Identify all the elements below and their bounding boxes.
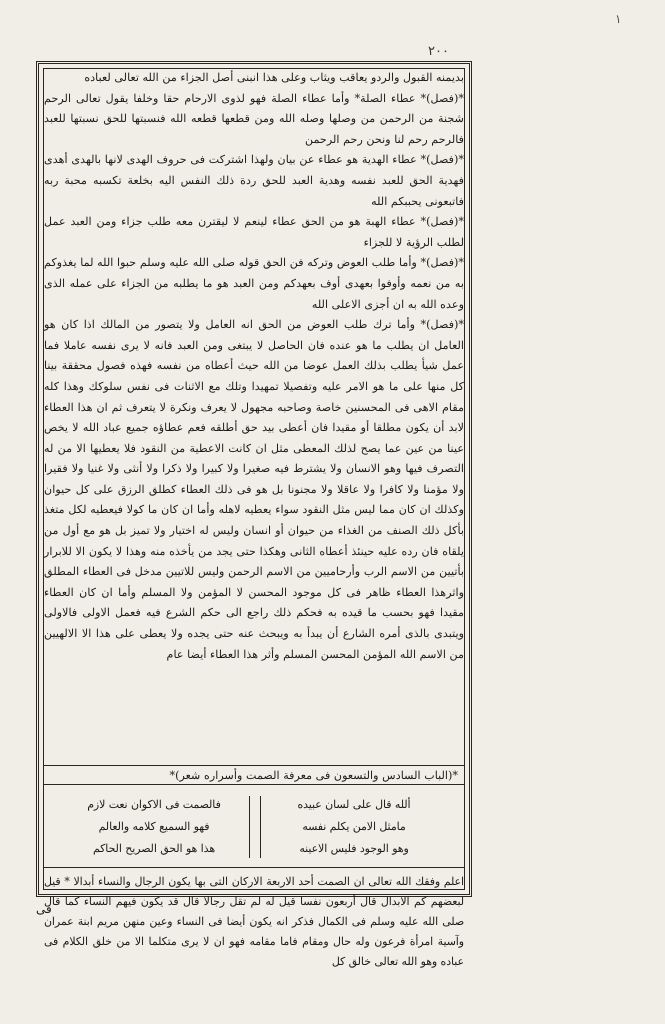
corner-mark: ١ bbox=[615, 12, 622, 26]
paragraph: *(فصل)* عطاء الصلة* وأما عطاء الصلة فهو لذوى الارحام حقا وخلفا يقول تعالى الرحم شجنة من الرحمن من وصلها وصله الله ومن قطعها قطعه الله فنسبتها للحق نسبتها للعبد فالرحم رحم لنا ونحن رحم الرحمن bbox=[44, 91, 464, 146]
paragraph: بديمنه القبول والردو يعاقب ويثاب وعلى هذا انبنى أصل الجزاء من الله تعالى لعباده bbox=[84, 71, 464, 84]
poem-right-column bbox=[274, 794, 434, 860]
poem-line: هذا هو الحق الصريح الحاكم bbox=[92, 842, 216, 855]
poem-divider bbox=[249, 796, 261, 858]
poem-line: ألله قال على لسان عبيده bbox=[297, 798, 411, 811]
paragraph: *(فصل)* وأما طلب العوض وتركه فن الحق قوله صلى الله عليه وسلم حبوا الله لما يغذوكم به من نعمه وأوفوا بعهدى أوف بعهدكم ومن العبد هو ما يطلبه من الجزاء على عمله الذى وعده الله به ان أجزى الاعلى الله bbox=[44, 256, 464, 311]
poem-line: مامثل الامن يكلم نفسه bbox=[302, 820, 406, 833]
paragraph: *(فصل)* عطاء الهبة هو من الحق عطاء لينعم لا ليقترن معه طلب جزاء ومن العبد عمل لطلب الرؤية لا للجزاء bbox=[44, 215, 464, 249]
poem-line: فالصمت فى الاكوان نعت لازم bbox=[87, 798, 221, 811]
poem-line: فهو السميع كلامه والعالم bbox=[98, 820, 210, 833]
main-text bbox=[44, 68, 464, 665]
chapter-heading: *(الباب السادس والتسعون فى معرفة الصمت وأسراره شعر)* bbox=[44, 765, 464, 785]
poem-box bbox=[44, 788, 464, 868]
catchword: فى bbox=[36, 902, 52, 916]
paragraph: *(فصل)* وأما ترك طلب العوض من الحق انه العامل ولا يتصور من المالك اذا كان هو العامل ان يطلب ما هو عنده فان الحاصل لا يبتغى ومن العبد فانه لا يرى نفسه عاملا فما عمل شيأ يطلب بذلك العمل عوضا من الله حيث أعطاه من نفسه فهذه فصول محققة بينا كل منها على ما هو الامر عليه وتفصيلا تمهيدا وتلك مع الاثنات فى نفس سلوكك وهذا كله مقام الاهى فى المحسنين خاصة وصاحبه مجهول لا يعرف ونكرة لا يتعرف ثم ان هذا العطاء لابد أن يكون مطلقا أو مقيدا فان أعطى بيد حق أطلقه فعم عطاؤه جميع عباد الله لا يخص عينا من عين عما يصح لذلك المعطى مثل ان كانت الاعطية من النقود فلا يعطيها الا من له التصرف فيها وهو الانسان ولا يشترط فيه صغيرا ولا كبيرا ولا ذكرا ولا أنثى ولا غنيا ولا فقيرا ولا مؤمنا ولا كافرا ولا عاقلا ولا مجنونا بل هو فى ذلك العطاء كطلق الرزق على كل حيوان وكذلك ان كان مما ليس مثل النقود سواء يعطيه لاهله وأما ان كان ما كولا فيعطيه لكل متغذ بأكل ذلك الصنف من الغذاء من حيوان أو انسان وليس له اختيار ولا تميز بل هو مع أول من يلقاه فان رده عليه حينئذ أعطاه الثانى وهكذا حتى يجد من يأخذه منه وهذا لا يكون الا للابرار بأتيين من الاسم الرب وأرحاميين من الاسم الرحمن وليس للاتيين مدخل فى العطاء المطلق واثرهذا العطاء ظاهر فى كل موجود المحسن لا المؤمن ولا المسلم وأما ان كان العطاء مقيدا فهو بحسب ما قيده به فحكم ذلك راجع الى حكم الشرع فيه فعمل الاولى فالاولى ويتبدى بالذى أمره الشارع أن يبدأ به ويبحث عنه حتى يجده ولا يعطى على هذا الا الالهيين من الاسم الله المؤمن المحسن المسلم وأثر هذا العطاء أيضا عام bbox=[44, 318, 464, 661]
poem-left-column bbox=[74, 794, 234, 860]
page-number: ٢٠٠ bbox=[428, 44, 449, 59]
poem-line: وهو الوجود فليس الاعينه bbox=[299, 842, 409, 855]
paragraph: *(فصل)* عطاء الهدية هو عطاء عن بيان ولهذا اشتركت فى حروف الهدى لانها بالهدى أهدى فهدية الحق للعبد نفسه وهدية العبد للحق ردة ذلك النفس اليه بخلعة تكسبه محبة ربه فاتبعونى يحببكم الله bbox=[44, 153, 464, 208]
final-paragraph: اعلم وفقك الله تعالى ان الصمت أحد الاربعة الاركان التى بها يكون الرجال والنساء أبدالا * قيل لبعضهم كم الابدال قال أربعون نفسا قيل له لم تقل رجالا قال قد يكون فيهم النساء كما قال صلى الله عليه وسلم فى الكمال فذكر انه يكون أيضا فى النساء وعين منهن مريم ابنة عمران وآسية امرأة فرعون وله حال ومقام فاما مقامه فهو ان لا يرى متكلما الا من خلق الكلام فى عباده وهو الله تعالى خالق كل bbox=[44, 875, 464, 968]
